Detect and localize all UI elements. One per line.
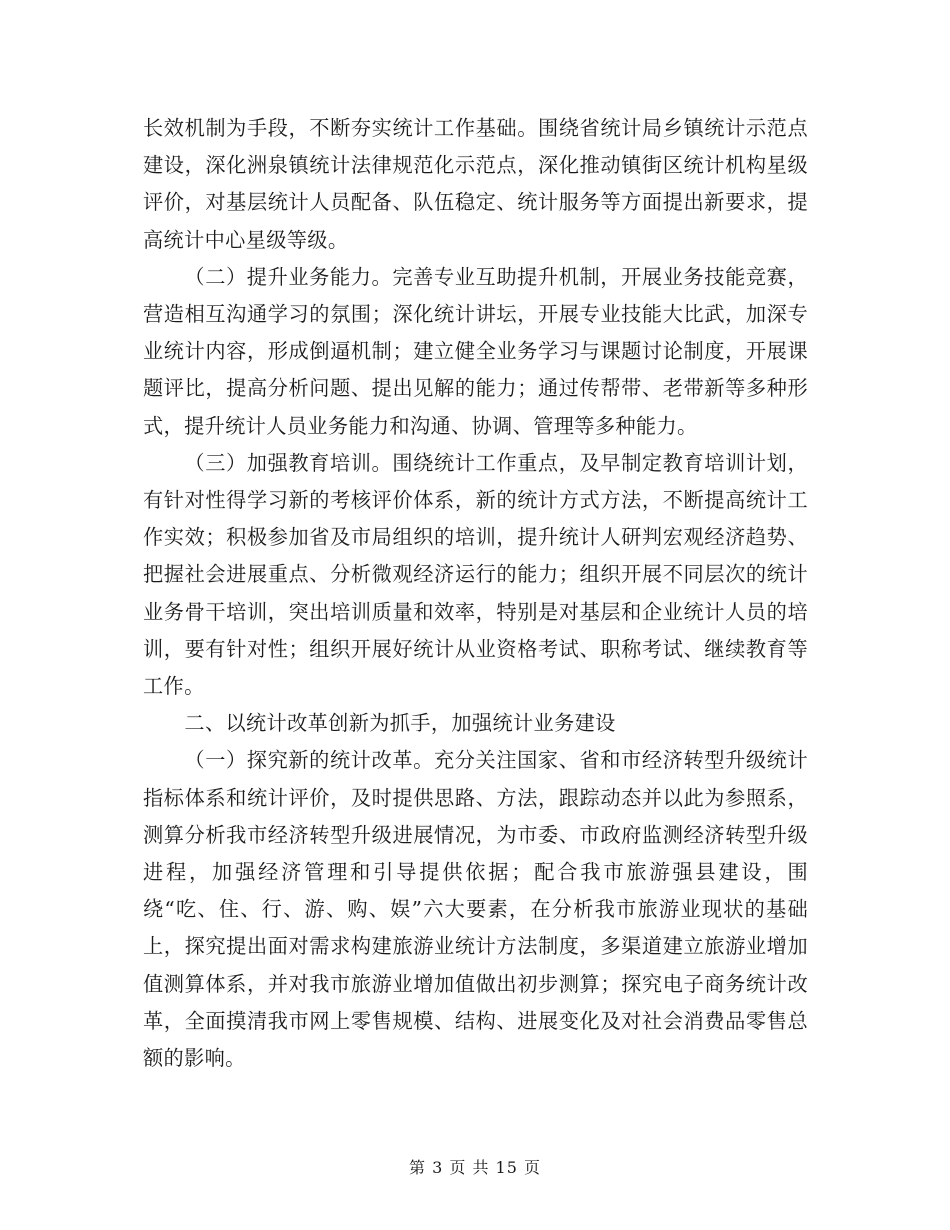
paragraph-statistical-reform: （一）探究新的统计改革。充分关注国家、省和市经济转型升级统计指标体系和统计评价，及时提供思路、方法，跟踪动态并以此为参照系，测算分析我市经济转型升级进展情况，为市委、市政府监测经济转型升级进程，加强经济管理和引导提供依据；配合我市旅游强县建设，围绕“吃、住、行、游、购、娱”六大要素，在分析我市旅游业现状的基础上，探究提出面对需求构建旅游业统计方法制度，多渠道建立旅游业增加值测算体系，并对我市旅游业增加值做出初步测算；探究电子商务统计改革，全面摸清我市网上零售规模、结构、进展变化及对社会消费品零售总额的影响。 bbox=[143, 748, 808, 1071]
paragraph-education-training: （三）加强教育培训。围绕统计工作重点，及早制定教育培训计划，有针对性得学习新的考核评价体系，新的统计方式方法，不断提高统计工作实效；积极参加省及市局组织的培训，提升统计人研判宏观经济趋势、把握社会进展重点、分析微观经济运行的能力；组织开展不同层次的统计业务骨干培训，突出培训质量和效率，特别是对基层和企业统计人员的培训，要有针对性；组织开展好统计从业资格考试、职称考试、继续教育等工作。 bbox=[143, 450, 808, 699]
paragraph-business-ability: （二）提升业务能力。完善专业互助提升机制，开展业务技能竞赛，营造相互沟通学习的氛围；深化统计讲坛，开展专业技能大比武，加深专业统计内容，形成倒逼机制；建立健全业务学习与课题讨论制度，开展课题评比，提高分析问题、提出见解的能力；通过传帮带、老带新等多种形式，提升统计人员业务能力和沟通、协调、管理等多种能力。 bbox=[143, 264, 808, 438]
page-number-footer: 第 3 页 共 15 页 bbox=[409, 1158, 541, 1177]
paragraph-continuation: 长效机制为手段，不断夯实统计工作基础。围绕省统计局乡镇统计示范点建设，深化洲泉镇统计法律规范化示范点，深化推动镇街区统计机构星级评价，对基层统计人员配备、队伍稳定、统计服务等方面提出新要求，提高统计中心星级等级。 bbox=[143, 116, 808, 252]
section-heading: 二、以统计改革创新为抓手，加强统计业务建设 bbox=[184, 711, 616, 736]
document-body bbox=[143, 110, 808, 1077]
